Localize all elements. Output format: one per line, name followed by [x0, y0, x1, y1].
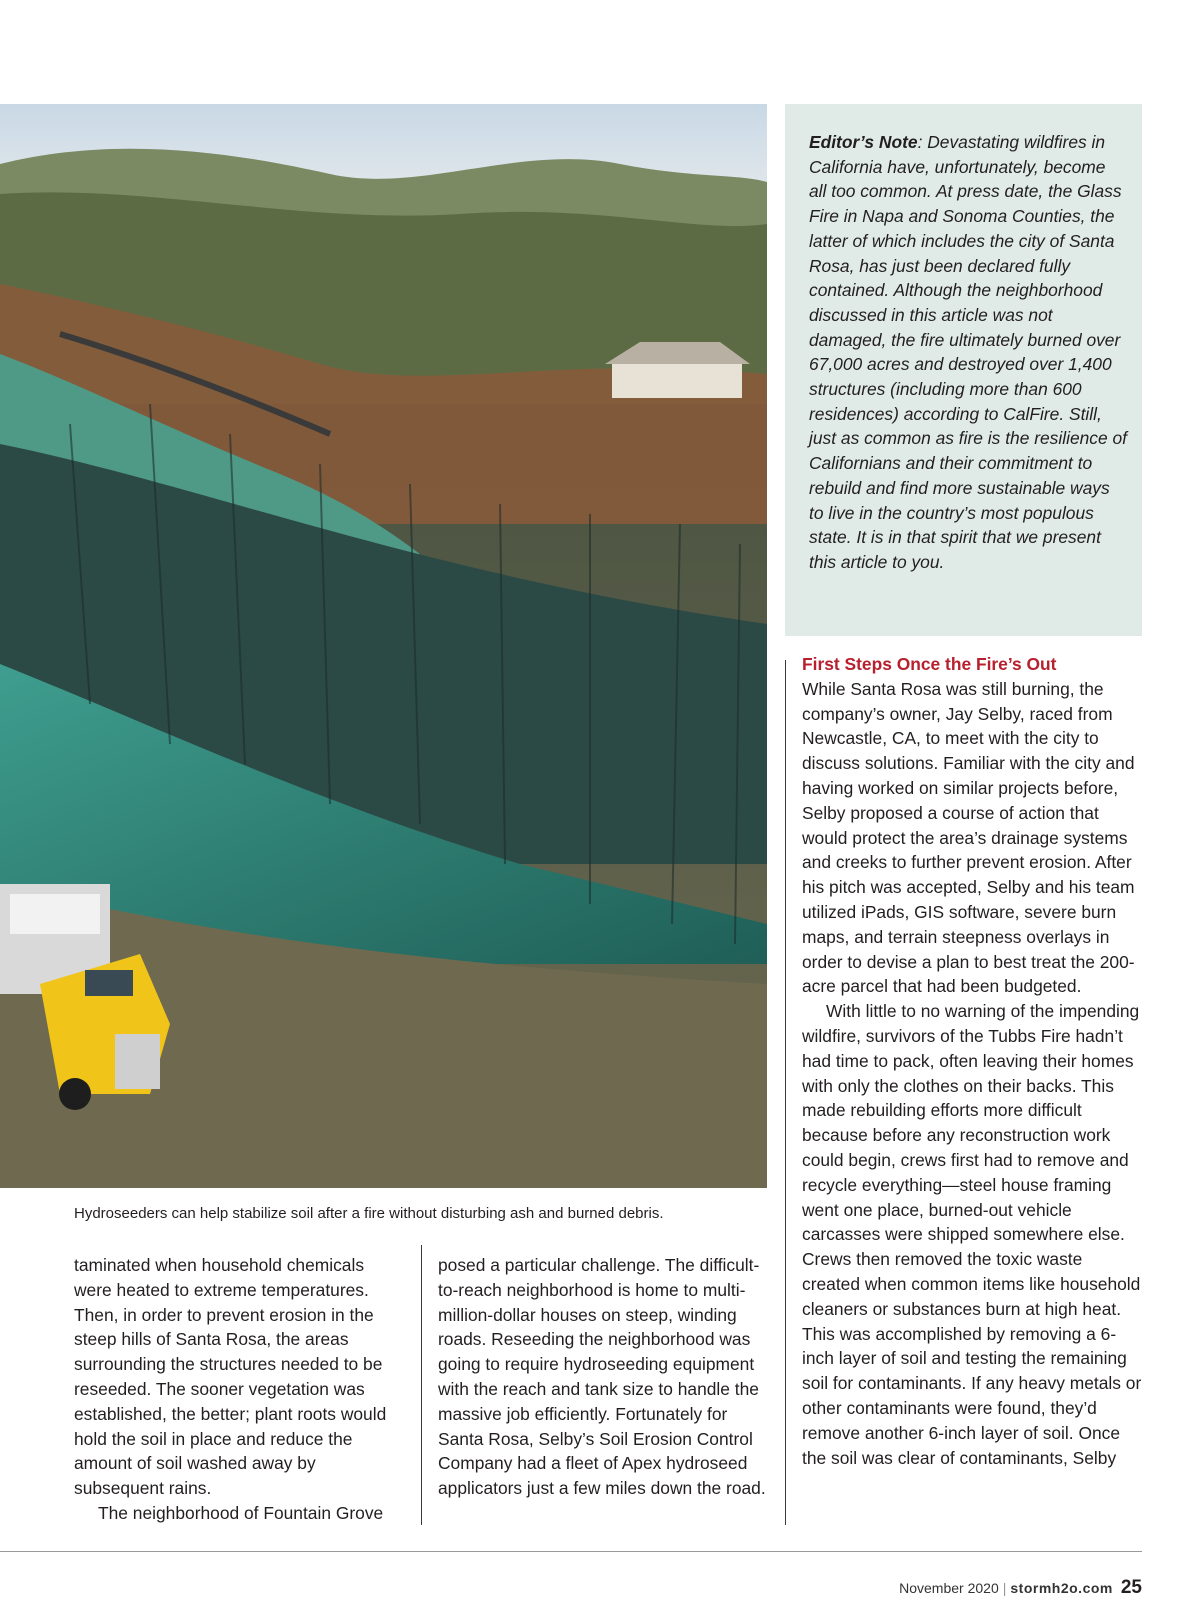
- article-column-1: [74, 1253, 402, 1526]
- column-divider-1: [421, 1245, 422, 1525]
- section-subhead: First Steps Once the Fire’s Out: [802, 654, 1057, 674]
- hydroseeded-hillside-image: [0, 104, 767, 1188]
- editors-note-text: [809, 130, 1127, 575]
- editors-note-body: : Devastating wildfires in California have, unfortunately, become all too common. At press date, the Glass Fire in Napa and Sonoma Counties, the latter of which includes the city of Santa Rosa, has just been declared fully contained. Although the neighborhood discussed in this article was not damaged, the fire ultimately burned over 67,000 acres and destroyed over 1,400 structures (including more than 600 residences) according to CalFire. Still, just as common as fire is the resilience of Californians and their commitment to rebuild and find more sustainable ways to live in the country’s most populous state. It is in that spirit that we present this article to you.: [809, 132, 1127, 572]
- column-1-paragraph-1: taminated when household chemicals were heated to extreme temperatures. Then, in order to prevent erosion in the steep hills of Santa Rosa, the areas surrounding the structures needed to be reseeded. The sooner vegetation was established, the better; plant roots would hold the soil in place and reduce the amount of soil washed away by subsequent rains.: [74, 1255, 387, 1499]
- article-column-3: [802, 652, 1142, 1470]
- article-column-2: [438, 1253, 776, 1501]
- column-divider-2: [785, 660, 786, 1525]
- page-number: 25: [1120, 1577, 1142, 1598]
- column-3-paragraph-1: While Santa Rosa was still burning, the company’s owner, Jay Selby, raced from Newcastle, CA, to meet with the city to discuss solutions. Familiar with the city and having worked on similar projects before, Selby proposed a course of action that would protect the area’s drainage systems and creeks to further prevent erosion. After his pitch was accepted, Selby and his team utilized iPads, GIS software, severe burn maps, and terrain steepness overlays in order to devise a plan to best treat the 200-acre parcel that had been budgeted.: [802, 678, 1135, 997]
- issue-date: November 2020: [899, 1580, 999, 1596]
- house-shape: [605, 342, 750, 398]
- site-name: stormh2o.com: [1010, 1580, 1113, 1596]
- footer-rule: [0, 1551, 1142, 1552]
- column-3-paragraph-2: With little to no warning of the impending wildfire, survivors of the Tubbs Fire hadn’t had time to pack, often leaving their homes with only the clothes on their backs. This made rebuilding efforts more difficult because before any reconstruction work could begin, crews first had to remove and recycle everything—steel house framing went one place, burned-out vehicle carcasses were shipped somewhere else. Crews then removed the toxic waste created when common items like household cleaners or substances burn at high heat. This was accomplished by removing a 6-inch layer of soil and testing the remaining soil for contaminants. If any heavy metals or other contaminants were found, they’d remove another 6-inch layer of soil. Once the soil was clear of contaminants, Selby: [802, 1001, 1142, 1468]
- column-1-paragraph-2: The neighborhood of Fountain Grove: [98, 1502, 384, 1523]
- footer-separator: |: [1002, 1580, 1007, 1596]
- aerial-photo: [0, 104, 767, 1188]
- column-2-paragraph-1: posed a particular challenge. The difficult-to-reach neighborhood is home to multi-million-dollar houses on steep, winding roads. Reseeding the neighborhood was going to require hydroseeding equipment with the reach and tank size to handle the massive job efficiently. Fortunately for Santa Rosa, Selby’s Soil Erosion Control Company had a fleet of Apex hydroseed applicators just a few miles down the road.: [438, 1255, 766, 1499]
- editors-note-box: [785, 104, 1142, 636]
- editors-note-label: Editor’s Note: [809, 132, 918, 152]
- page-footer: [899, 1578, 1142, 1598]
- photo-caption: Hydroseeders can help stabilize soil after a fire without disturbing ash and burned debris.: [74, 1205, 664, 1222]
